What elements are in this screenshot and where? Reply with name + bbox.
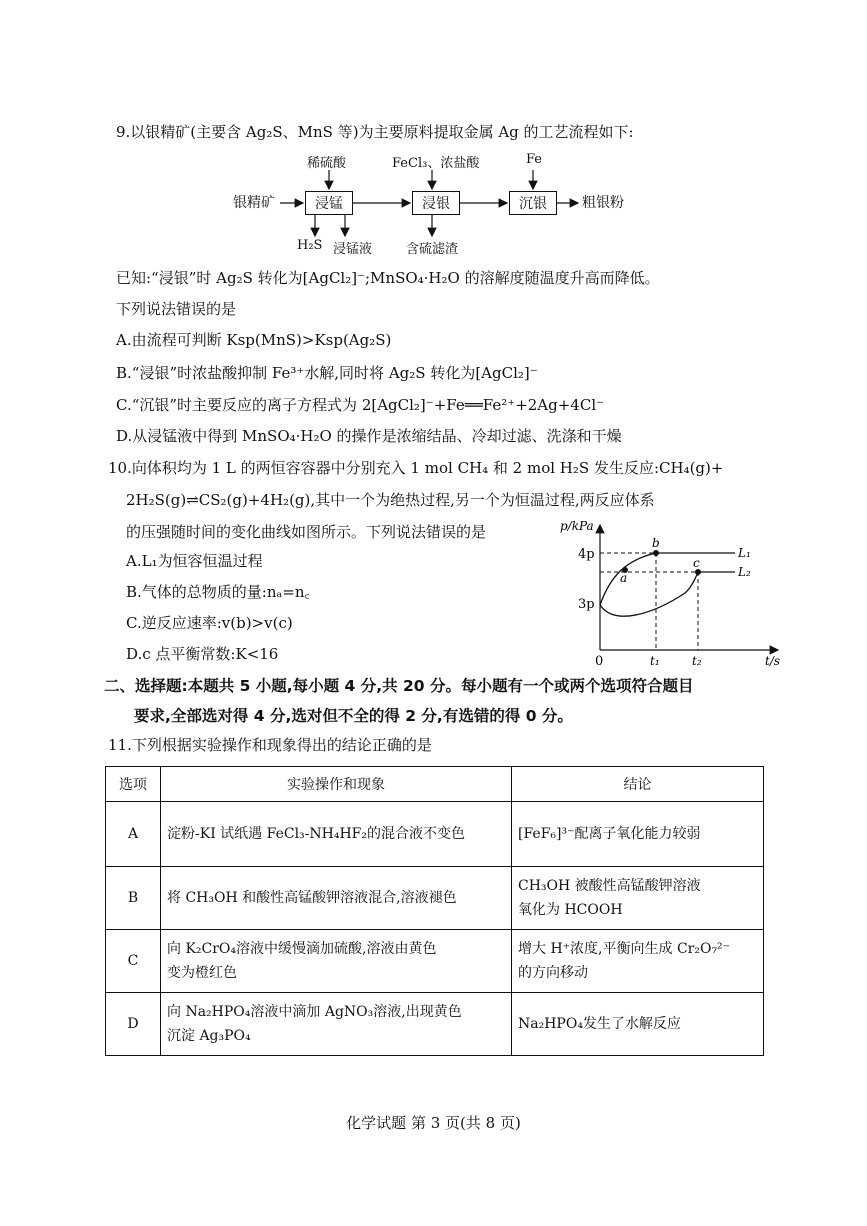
q10-line-1: 10.向体积均为 1 L 的两恒容容器中分别充入 1 mol CH₄ 和 2 mol H₂S 发生反应:CH₄(g)+ [108, 459, 724, 477]
y-axis-label: p/kPa [560, 519, 594, 533]
x-axis-label: t/s [765, 654, 781, 668]
row-operation: 向 Na₂HPO₄溶液中滴加 AgNO₃溶液,出现黄色 沉淀 Ag₃PO₄ [161, 993, 512, 1056]
flow-input: 银精矿 [233, 195, 275, 211]
flow-product-1: H₂S [297, 238, 323, 253]
q9-option-d: D.从浸锰液中得到 MnSO₄·H₂O 的操作是浓缩结晶、冷却过滤、洗涤和干燥 [116, 427, 622, 445]
row-conclusion: CH₃OH 被酸性高锰酸钾溶液 氧化为 HCOOH [512, 867, 764, 930]
label-l2: L₂ [738, 565, 751, 579]
q10-option-b: B.气体的总物质的量:nₐ=n꜀ [126, 583, 310, 601]
q9-option-c: C.“沉银”时主要反应的离子方程式为 2[AgCl₂]⁻+Fe══Fe²⁺+2Ag+4Cl⁻ [116, 396, 605, 414]
section2-header-line-1: 二、选择题:本题共 5 小题,每小题 4 分,共 20 分。每小题有一个或两个选项符合题目 [104, 677, 694, 695]
x-tick-t2: t₂ [692, 654, 702, 668]
label-l1: L₁ [738, 546, 751, 560]
x-tick-t1: t₁ [650, 654, 660, 668]
q10-option-d: D.c 点平衡常数:K<16 [126, 645, 279, 663]
flow-reagent-3: Fe [526, 152, 543, 167]
row-conclusion: [FeF₆]³⁻配离子氧化能力较弱 [512, 802, 764, 867]
row-option: A [106, 802, 161, 867]
q11-stem: 11.下列根据实验操作和现象得出的结论正确的是 [108, 736, 432, 754]
table-header-row [106, 767, 764, 802]
table-row [106, 867, 764, 930]
page-footer: 化学试题 第 3 页(共 8 页) [346, 1114, 521, 1132]
table-row [106, 930, 764, 993]
flow-product-2: 浸锰液 [333, 242, 373, 257]
q10-option-a: A.L₁为恒容恒温过程 [126, 552, 263, 570]
pressure-time-graph [540, 515, 790, 670]
header-option: 选项 [106, 767, 161, 802]
q10-option-c: C.逆反应速率:v(b)>v(c) [126, 614, 293, 632]
header-operation: 实验操作和现象 [161, 767, 512, 802]
q9-known: 已知:“浸银”时 Ag₂S 转化为[AgCl₂]⁻;MnSO₄·H₂O 的溶解度随温度升高而降低。 [116, 269, 660, 287]
q9-ask: 下列说法错误的是 [116, 300, 237, 318]
flow-step-3: 沉银 [509, 191, 557, 215]
flow-step-1: 浸锰 [305, 191, 353, 215]
section2-header-line-2: 要求,全部选对得 4 分,选对但不全的得 2 分,有选错的得 0 分。 [134, 707, 573, 725]
q9-option-b: B.“浸银”时浓盐酸抑制 Fe³⁺水解,同时将 Ag₂S 转化为[AgCl₂]⁻ [116, 364, 538, 382]
flow-product-3: 含硫滤渣 [406, 242, 459, 257]
header-conclusion: 结论 [512, 767, 764, 802]
row-option: B [106, 867, 161, 930]
table-row [106, 993, 764, 1056]
row-option: D [106, 993, 161, 1056]
row-operation: 淀粉-KI 试纸遇 FeCl₃-NH₄HF₂的混合液不变色 [161, 802, 512, 867]
row-conclusion: Na₂HPO₄发生了水解反应 [512, 993, 764, 1056]
flow-reagent-2: FeCl₃、浓盐酸 [392, 156, 480, 171]
q9-option-a: A.由流程可判断 Ksp(MnS)>Ksp(Ag₂S) [116, 331, 392, 349]
table-row [106, 802, 764, 867]
q10-line-2: 2H₂S(g)⇌CS₂(g)+4H₂(g),其中一个为绝热过程,另一个为恒温过程,两反应体系 [126, 491, 655, 509]
q10-line-3: 的压强随时间的变化曲线如图所示。下列说法错误的是 [126, 523, 487, 541]
label-c: c [693, 556, 700, 570]
y-tick-4p: 4p [578, 547, 595, 562]
label-a: a [620, 571, 628, 585]
point-b [653, 550, 659, 556]
q9-stem: 9.以银精矿(主要含 Ag₂S、MnS 等)为主要原料提取金属 Ag 的工艺流程如下: [116, 123, 634, 141]
y-tick-3p: 3p [578, 597, 595, 612]
flow-step-2: 浸银 [412, 191, 460, 215]
flow-reagent-1: 稀硫酸 [307, 156, 347, 171]
row-operation: 将 CH₃OH 和酸性高锰酸钾溶液混合,溶液褪色 [161, 867, 512, 930]
row-option: C [106, 930, 161, 993]
row-operation: 向 K₂CrO₄溶液中缓慢滴加硫酸,溶液由黄色 变为橙红色 [161, 930, 512, 993]
label-b: b [652, 536, 660, 550]
flowchart-arrows [0, 0, 867, 270]
x-tick-0: 0 [595, 654, 604, 669]
flow-output: 粗银粉 [582, 195, 624, 211]
row-conclusion: 增大 H⁺浓度,平衡向生成 Cr₂O₇²⁻ 的方向移动 [512, 930, 764, 993]
experiment-table [105, 766, 764, 1056]
